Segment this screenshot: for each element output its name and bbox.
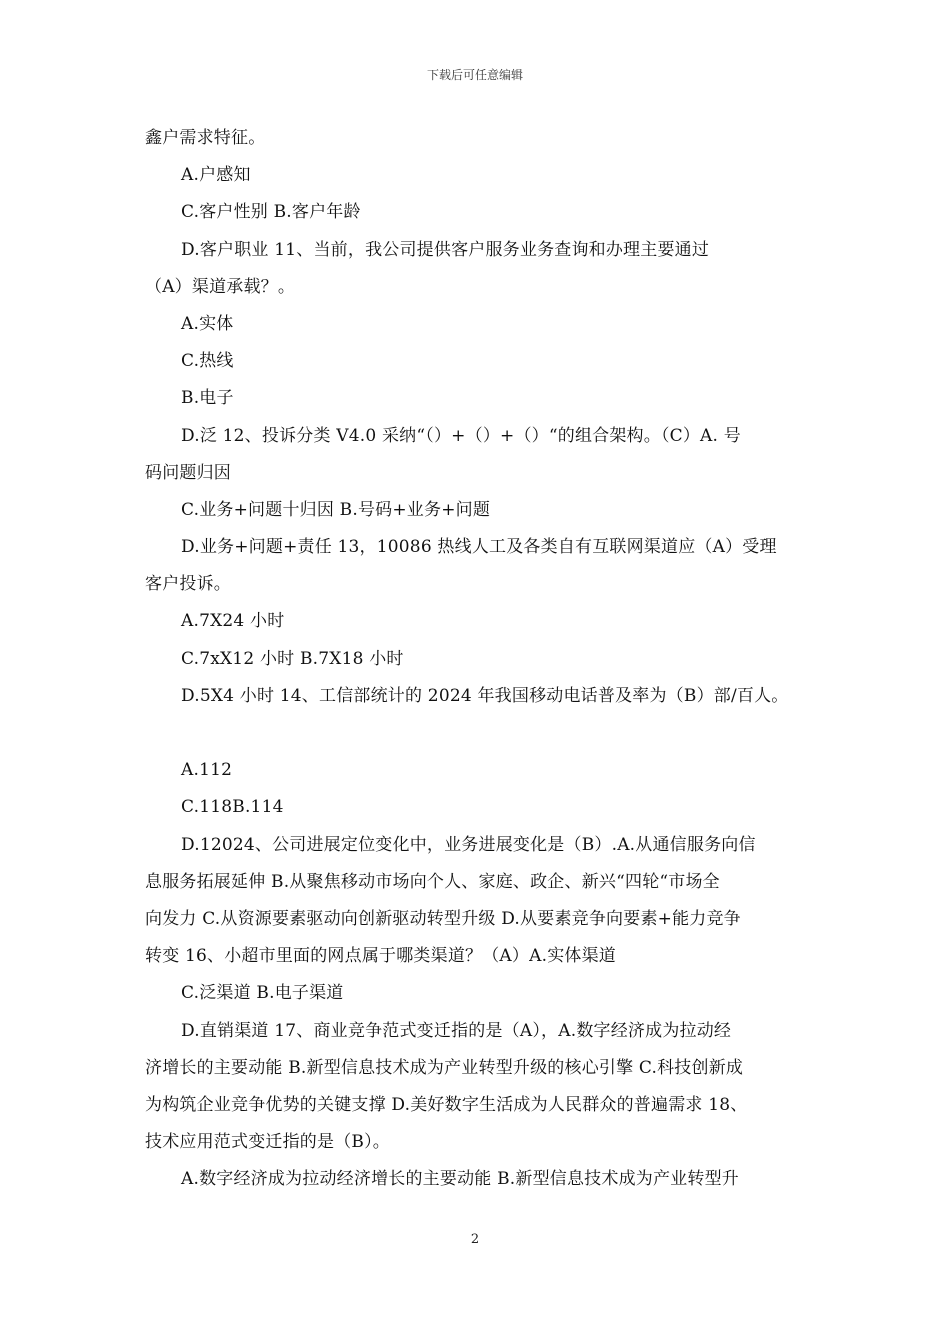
- page-number: 2: [470, 1232, 480, 1247]
- question-line: D.5X4 小时 14、工信部统计的 2024 年我国移动电话普及率为（B）部/百人。: [181, 685, 789, 706]
- text-line: 为构筑企业竞争优势的关键支撑 D.美好数字生活成为人民群众的普遍需求 18、: [145, 1094, 748, 1115]
- option-line: C.业务+问题十归因 B.号码+业务+问题: [181, 499, 491, 520]
- page-header: 下载后可任意编辑: [426, 68, 523, 82]
- text-line: 向发力 C.从资源要素驱动向创新驱动转型升级 D.从要素竞争向要素+能力竞争: [145, 908, 741, 929]
- text-line: 码问题归因: [145, 462, 231, 483]
- question-line: D.直销渠道 17、商业竞争范式变迁指的是（A），A.数字经济成为拉动经: [181, 1020, 732, 1041]
- text-line: 息服务拓展延伸 B.从聚焦移动市场向个人、家庭、政企、新兴“四轮“市场全: [145, 871, 720, 892]
- blank-line: [145, 715, 817, 752]
- option-line: A.实体: [181, 313, 234, 334]
- text-line: 鑫户需求特征。: [145, 128, 266, 148]
- text-line: 济增长的主要动能 B.新型信息技术成为产业转型升级的核心引擎 C.科技创新成: [145, 1057, 744, 1078]
- option-line: A.数字经济成为拉动经济增长的主要动能 B.新型信息技术成为产业转型升: [181, 1169, 739, 1190]
- option-line: C.泛渠道 B.电子渠道: [181, 983, 344, 1004]
- option-line: C.热线: [181, 351, 234, 372]
- question-line: D.泛 12、投诉分类 V4.0 采纳“（）+（）+（）“的组合架构。（C）A. 号: [181, 425, 741, 446]
- option-line: C.118B.114: [181, 797, 284, 818]
- option-line: B.电子: [181, 388, 234, 409]
- text-line: 转变 16、小超市里面的网点属于哪类渠道？（A）A.实体渠道: [145, 946, 616, 967]
- document-body: [145, 120, 817, 1198]
- text-line: 技术应用范式变迁指的是（B）。: [145, 1132, 390, 1153]
- question-line: D.业务+问题+责任 13，10086 热线人工及各类自有互联网渠道应（A）受理: [181, 537, 777, 558]
- text-line: 客户投诉。: [145, 574, 231, 595]
- question-line: D.客户职业 11、当前，我公司提供客户服务业务查询和办理主要通过: [181, 239, 710, 260]
- option-line: A.112: [181, 760, 233, 781]
- option-line: A.7X24 小时: [181, 611, 285, 632]
- question-line: D.12024、公司进展定位变化中，业务进展变化是（B）.A.从通信服务向信: [181, 834, 756, 855]
- option-line: C.客户性别 B.客户年龄: [181, 202, 361, 223]
- option-line: C.7xX12 小时 B.7X18 小时: [181, 648, 404, 669]
- text-line: （A）渠道承载？。: [145, 276, 296, 297]
- option-line: A.户感知: [181, 165, 251, 186]
